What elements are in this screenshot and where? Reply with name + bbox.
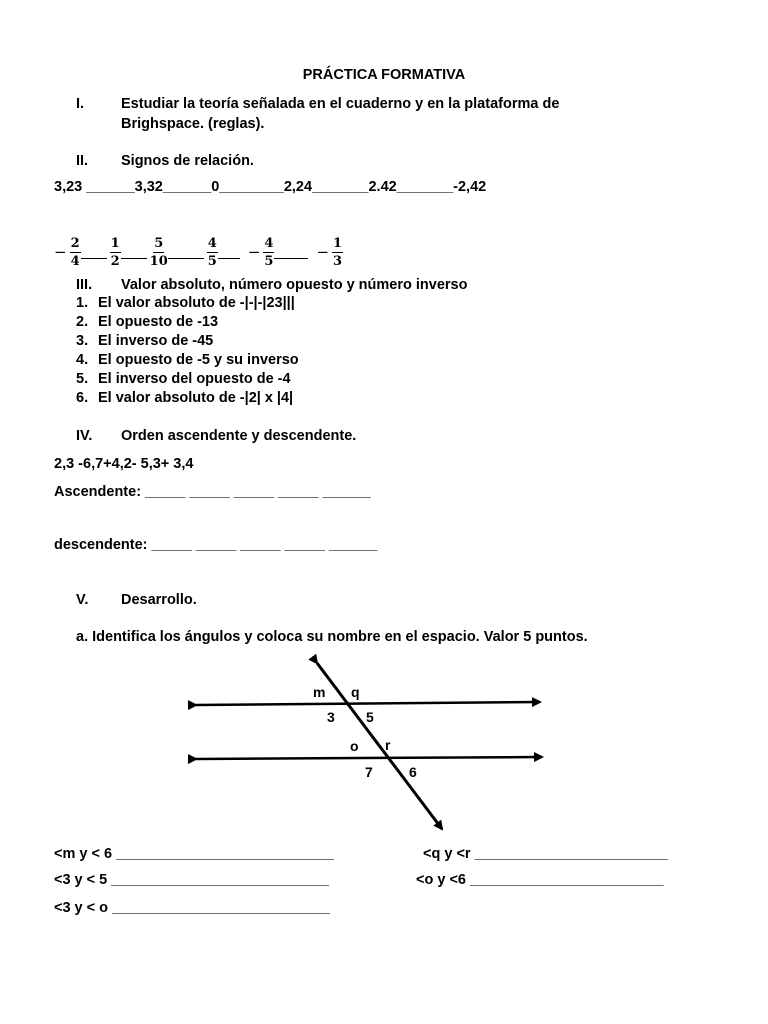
fraction-6-denominator: 3 [333, 253, 343, 269]
angle-label-7: 7 [365, 764, 373, 780]
angle-label-o: o [350, 738, 359, 754]
section-3-number: III. [76, 277, 93, 293]
fraction-1-numerator: 2 [70, 235, 80, 251]
angle-label-m: m [313, 684, 326, 700]
answer-line-q-r[interactable]: <q y <r ________________________ [423, 846, 669, 862]
list-item-number: 3. [76, 333, 89, 349]
section-5-number: V. [76, 592, 89, 608]
fraction-5-sign: − [247, 243, 261, 261]
fraction-5-numerator: 4 [264, 235, 274, 251]
fraction-5-denominator: 5 [264, 253, 274, 269]
ascending-answer-line[interactable]: Ascendente: _____ _____ _____ _____ ______ [54, 484, 371, 500]
parallel-line-bottom [196, 757, 542, 759]
section-1-number: I. [76, 96, 85, 112]
fraction-6-sign: − [316, 243, 330, 261]
transversal-line [317, 663, 442, 829]
section-1-line-2: Brighspace. (reglas). [121, 116, 265, 132]
list-item-number: 5. [76, 371, 89, 387]
section-3-heading: Valor absoluto, número opuesto y número inverso [121, 277, 468, 293]
fraction-3-denominator: 10 [149, 253, 168, 269]
descending-answer-line[interactable]: descendente: _____ _____ _____ _____ ______ [54, 537, 378, 553]
section-4-number: IV. [76, 428, 93, 444]
fraction-4-denominator: 5 [207, 253, 217, 269]
list-item-number: 1. [76, 295, 89, 311]
angle-label-q: q [351, 684, 360, 700]
section-2-heading: Signos de relación. [121, 153, 254, 169]
fraction-6-numerator: 1 [333, 235, 343, 251]
parallel-line-top [196, 702, 540, 705]
list-item-text: El valor absoluto de -|-|-|23||| [98, 295, 295, 311]
answer-line-3-5[interactable]: <3 y < 5 ___________________________ [54, 872, 329, 888]
list-item-text: El inverso de -45 [98, 333, 214, 349]
fraction-3-numerator: 5 [154, 235, 164, 251]
fraction-4-numerator: 4 [207, 235, 217, 251]
answer-line-3-o[interactable]: <3 y < o ___________________________ [54, 900, 330, 916]
fraction-2-numerator: 1 [110, 235, 120, 251]
angle-label-6: 6 [409, 764, 417, 780]
numbers-to-order: 2,3 -6,7+4,2- 5,3+ 3,4 [54, 456, 194, 472]
list-item-text: El opuesto de -5 y su inverso [98, 352, 299, 368]
section-4-heading: Orden ascendente y descendente. [121, 428, 357, 444]
item-a-instruction: a. Identifica los ángulos y coloca su nombre en el espacio. Valor 5 puntos. [76, 629, 588, 645]
list-item-number: 4. [76, 352, 89, 368]
answer-line-m-6[interactable]: <m y < 6 ___________________________ [54, 846, 334, 862]
list-item-text: El inverso del opuesto de -4 [98, 371, 291, 387]
list-item-text: El valor absoluto de -|2| x |4| [98, 390, 294, 406]
fraction-1-sign: − [54, 243, 67, 261]
fraction-2-denominator: 2 [110, 253, 120, 269]
section-5-heading: Desarrollo. [121, 592, 197, 608]
list-item-number: 2. [76, 314, 89, 330]
section-2-number: II. [76, 153, 89, 169]
angle-label-5: 5 [366, 709, 374, 725]
section-1-line-1: Estudiar la teoría señalada en el cuaderno y en la plataforma de [121, 96, 560, 112]
angle-label-r: r [385, 737, 391, 753]
list-item-text: El opuesto de -13 [98, 314, 219, 330]
fraction-1-denominator: 4 [70, 253, 80, 269]
list-item-number: 6. [76, 390, 89, 406]
angle-label-3: 3 [327, 709, 335, 725]
answer-line-o-6[interactable]: <o y <6 ________________________ [416, 872, 664, 888]
comparison-line: 3,23 ______3,32______0________2,24_______2.42_______-2,42 [54, 179, 487, 195]
page-title: PRÁCTICA FORMATIVA [302, 67, 466, 83]
